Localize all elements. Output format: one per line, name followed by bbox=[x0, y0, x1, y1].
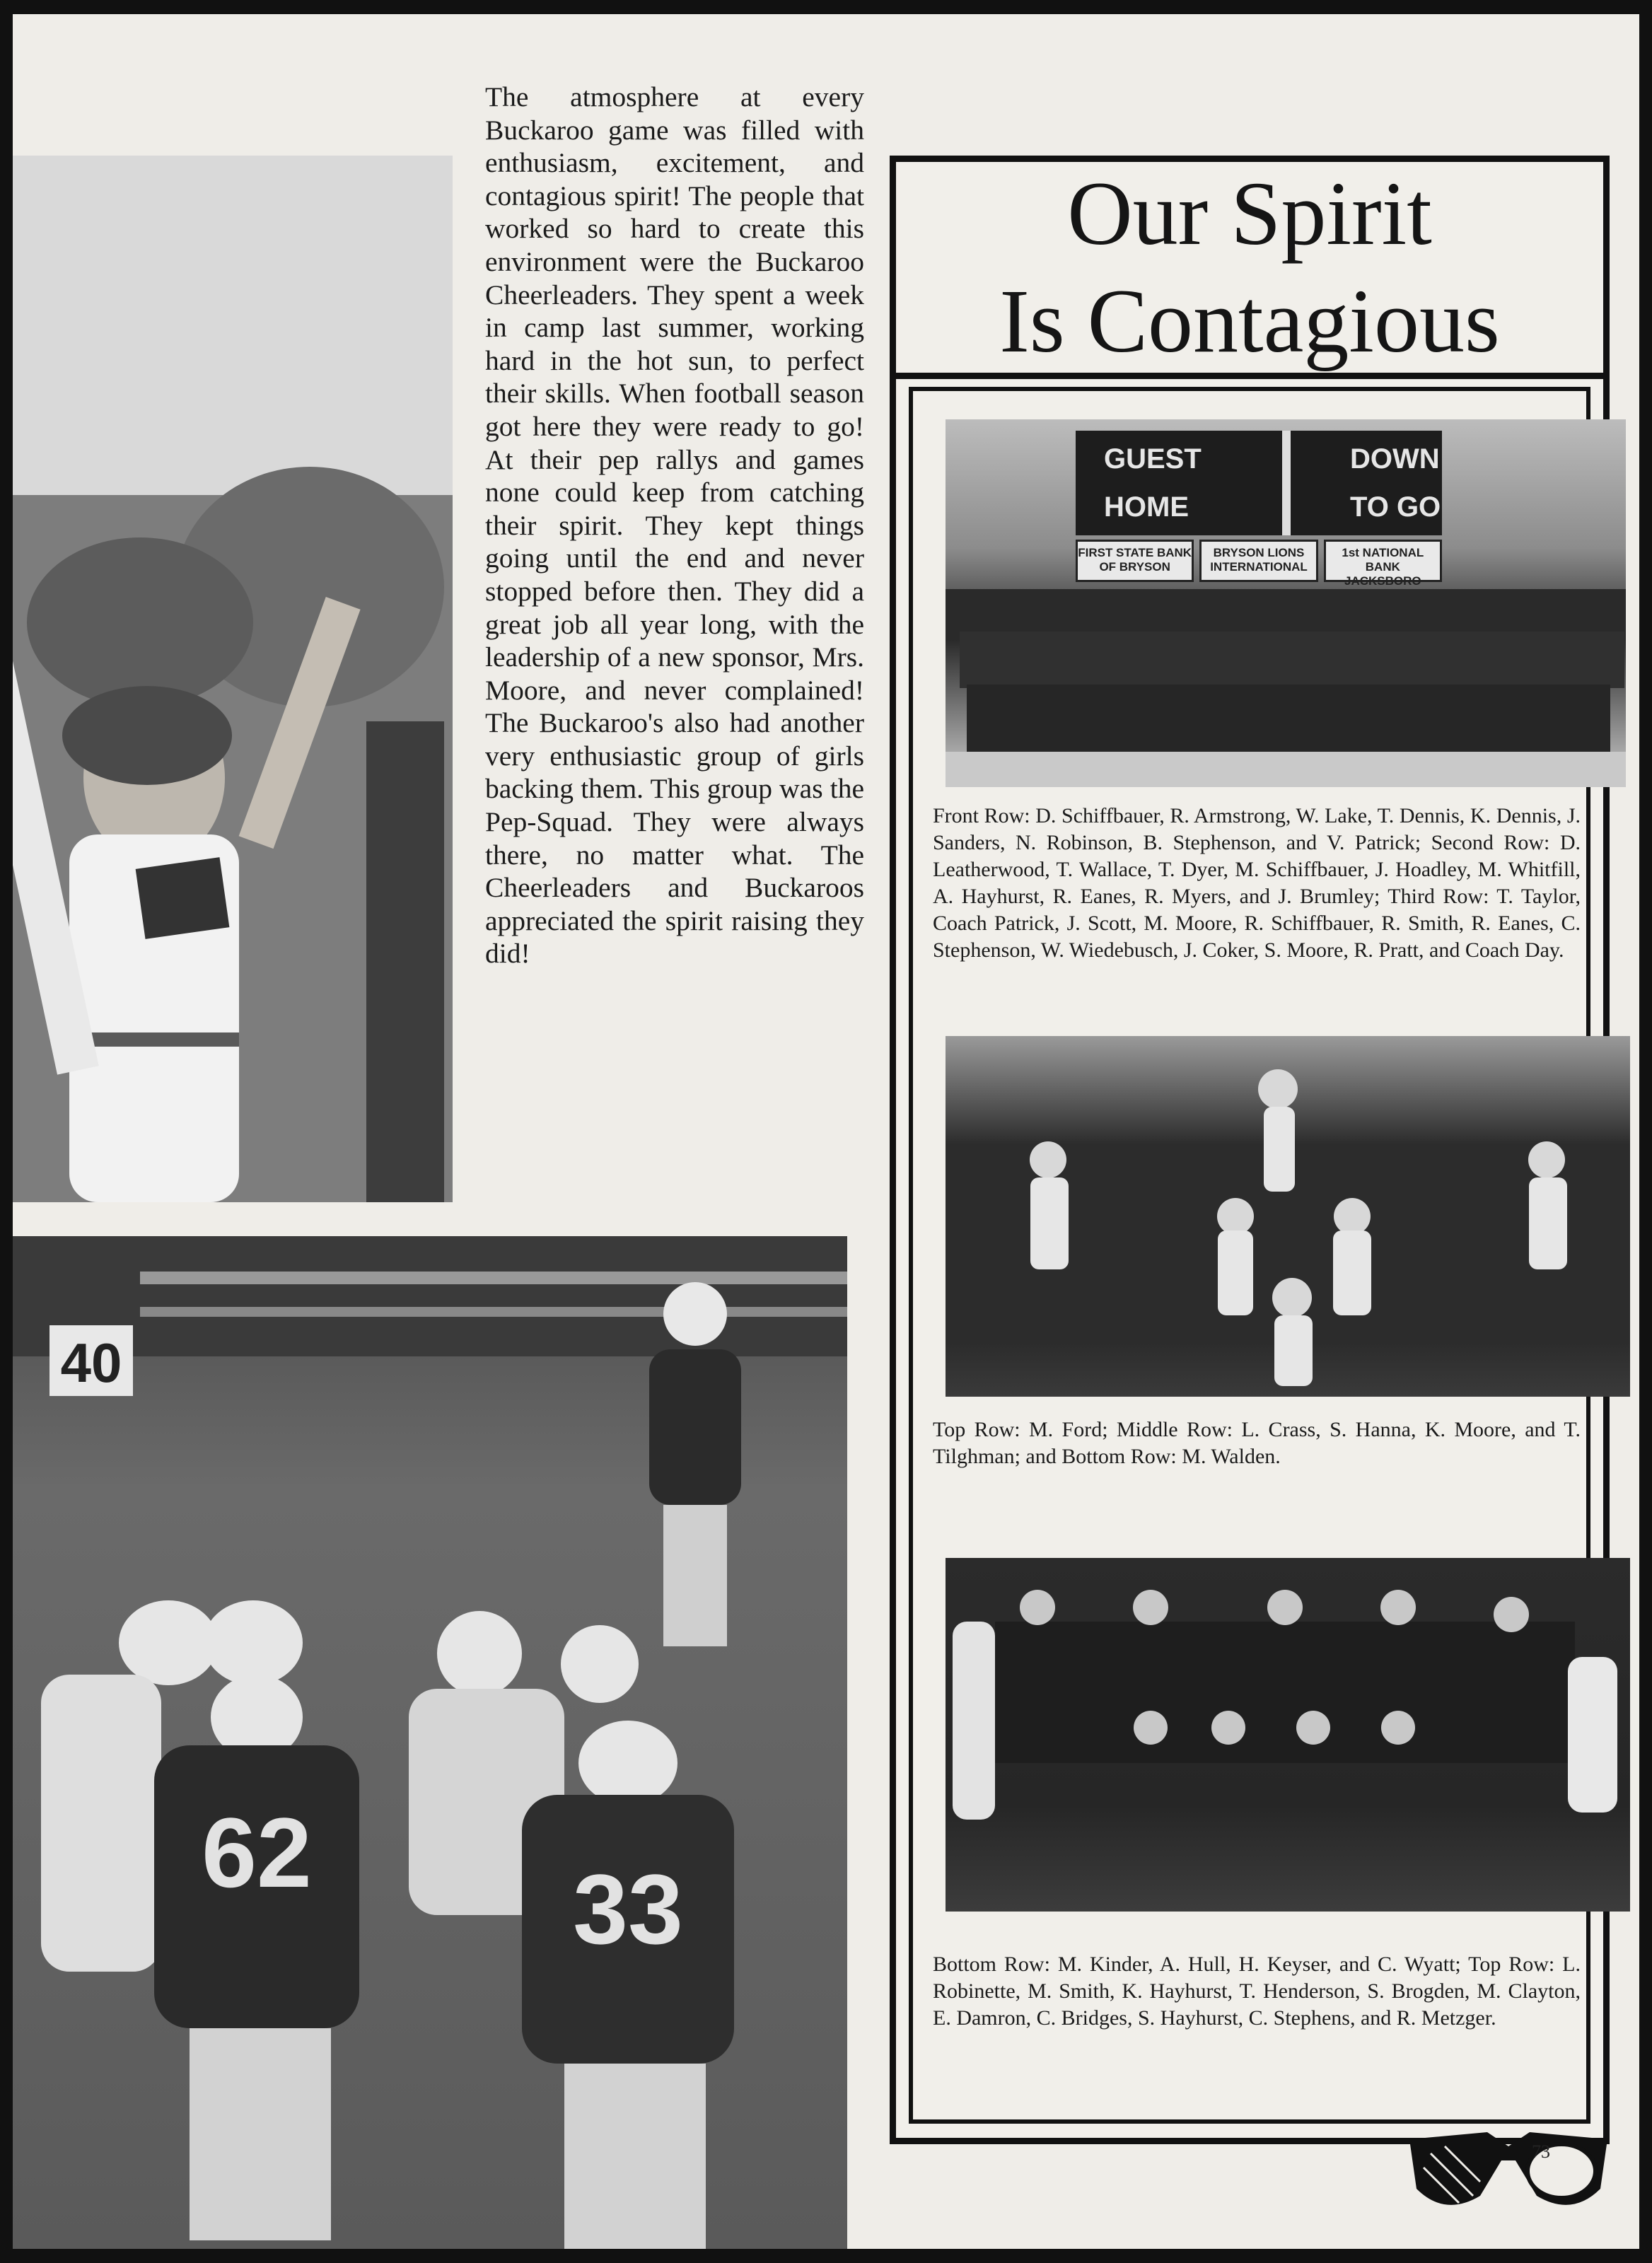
cheerleader-figure bbox=[13, 156, 453, 1202]
scoreboard-home: HOME bbox=[1104, 491, 1189, 523]
right-panel bbox=[890, 156, 1610, 2144]
scoreboard-down: DOWN bbox=[1350, 443, 1440, 475]
football-team-photo bbox=[946, 419, 1626, 787]
yearbook-page bbox=[13, 14, 1639, 2249]
football-action-photo bbox=[13, 1236, 847, 2249]
football-caption: Front Row: D. Schiffbauer, R. Armstrong, W. Lake, T. Dennis, K. Dennis, J. Sanders, N. Robinson, B. Stephenson, and V. Patrick; Second Row: D. Leatherwood, T. Wallace, T. Dyer, M. Schiffbauer, J. Hoadley, M. Whitfill, A. Hayhurst, R. Eanes, R. Myers, and J. Brumley; Third Row: T. Taylor, Coach Patrick, J. Scott, M. Moore, R. Schiffbauer, R. Smith, R. Eanes, C. Stephenson, W. Wiedebusch, J. Coker, S. Moore, R. Pratt, and Coach Day. bbox=[933, 804, 1581, 962]
sunglasses-icon bbox=[1402, 2111, 1615, 2224]
cheer-pyramid bbox=[946, 1036, 1630, 1397]
sponsor-sign-1: FIRST STATE BANK OF BRYSON bbox=[1076, 540, 1194, 582]
cheerleader-photo bbox=[13, 156, 453, 1202]
cheerleader-caption: Top Row: M. Ford; Middle Row: L. Crass, S. Hanna, K. Moore, and T. Tilghman; and Bottom Row: M. Walden. bbox=[933, 1418, 1581, 1468]
scoreboard-guest: GUEST bbox=[1104, 443, 1202, 475]
team-rows bbox=[946, 419, 1626, 787]
title-box bbox=[896, 162, 1603, 379]
pep-squad-caption: Bottom Row: M. Kinder, A. Hull, H. Keyser, and C. Wyatt; Top Row: L. Robinette, M. Smith, K. Hayhurst, T. Henderson, S. Brogden, M. Clayton, E. Damron, C. Bridges, S. Hayhurst, C. Stephens, and R. Metzger. bbox=[933, 1953, 1581, 2030]
photo-captions-box bbox=[909, 387, 1590, 2124]
pep-squad-photo bbox=[946, 1558, 1630, 1912]
jersey-62: 62 bbox=[202, 1797, 312, 1908]
title-line-2: Is Contagious bbox=[999, 271, 1500, 371]
jersey-33: 33 bbox=[573, 1854, 683, 1965]
pep-squad-group bbox=[946, 1558, 1630, 1912]
title-line-1: Our Spirit bbox=[1067, 163, 1432, 264]
yard-marker-text: 40 bbox=[60, 1332, 122, 1394]
sponsor-sign-2: BRYSON LIONS INTERNATIONAL bbox=[1199, 540, 1317, 582]
page-number: 73 bbox=[1532, 2141, 1550, 2162]
sponsor-sign-3: 1st NATIONAL BANK JACKSBORO bbox=[1324, 540, 1442, 582]
football-players bbox=[13, 1236, 847, 2249]
cheerleader-squad-photo bbox=[946, 1036, 1630, 1397]
scoreboard-to-go: TO GO bbox=[1350, 491, 1441, 523]
article-text: The atmosphere at every Buckaroo game was filled with enthusiasm, excitement, and contagious spirit! The people that worked so hard to create this environment were the Buckaroo Cheerleaders. They spent a week in camp last summer, working hard in the hot sun, to perfect their skills. When football season got here they were ready to go! At their pep rallys and games none could keep from catching their spirit. They kept things going until the end and never stopped before then. They did a great job all year long, with the leadership of a new sponsor, Mrs. Moore, and never complained! The Buckaroo's also had another very enthusiastic group of girls backing them. This group was the Pep-Squad. They were always there, no matter what. The Cheerleaders and Buckaroos appreciated the spirit raising they did! bbox=[485, 81, 864, 970]
